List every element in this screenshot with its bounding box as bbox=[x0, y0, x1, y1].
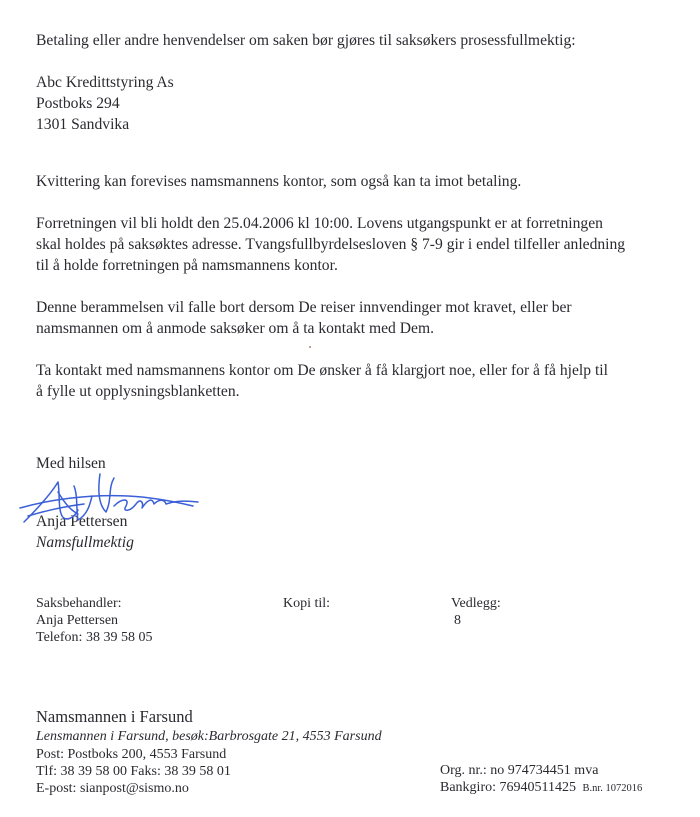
meeting-line: til å holde forretningen på namsmannens kontor. bbox=[36, 257, 338, 274]
phone-fax: Tlf: 38 39 58 00 Faks: 38 39 58 01 bbox=[36, 764, 231, 779]
creditor-city: 1301 Sandvika bbox=[36, 116, 130, 133]
receipt-paragraph bbox=[36, 171, 521, 192]
attachments-label: Vedlegg: bbox=[451, 596, 501, 611]
visit-address: Lensmannen i Farsund, besøk:Barbrosgate 21, 4553 Farsund bbox=[36, 729, 382, 744]
cancellation-paragraph bbox=[36, 297, 572, 339]
signatory-title: Namsfullmektig bbox=[36, 534, 134, 551]
creditor-postbox: Postboks 294 bbox=[36, 95, 120, 112]
handwritten-signature bbox=[18, 470, 213, 532]
copy-to-label: Kopi til: bbox=[283, 596, 331, 611]
bankgiro-number: Bankgiro: 76940511425 bbox=[440, 780, 576, 795]
meeting-line: Forretningen vil bli holdt den 25.04.2006 kl 10:00. Lovens utgangspunkt er at forretningen bbox=[36, 215, 603, 232]
bankgiro-line bbox=[440, 779, 642, 798]
contact-line: å fylle ut opplysningsblanketten. bbox=[36, 383, 240, 400]
cancellation-line: namsmannen om å anmode saksøker om å ta kontakt med Dem. bbox=[36, 320, 434, 337]
intro-paragraph bbox=[36, 30, 576, 51]
cancellation-line: Denne berammelsen vil falle bort dersom De reiser innvendinger mot kravet, eller ber bbox=[36, 299, 572, 316]
bank-number: B.nr. 1072016 bbox=[582, 783, 643, 794]
contact-line: Ta kontakt med namsmannens kontor om De ønsker å få klargjort noe, eller for å få hjelp til bbox=[36, 362, 608, 379]
signatory-name: Anja Pettersen bbox=[36, 513, 128, 530]
creditor-name: Abc Kredittstyring As bbox=[36, 74, 174, 91]
office-name: Namsmannen i Farsund bbox=[36, 707, 193, 726]
signature-stroke bbox=[24, 482, 78, 522]
meeting-line: skal holdes på saksøktes adresse. Tvangsfullbyrdelsesloven § 7-9 gir i endel tilfeller anledning bbox=[36, 236, 626, 253]
creditor-address bbox=[36, 72, 174, 135]
email-address: E-post: sianpost@sismo.no bbox=[36, 781, 189, 796]
receipt-text: Kvittering kan forevises namsmannens kontor, som også kan ta imot betaling. bbox=[36, 173, 522, 190]
org-number: Org. nr.: no 974734451 mva bbox=[440, 763, 599, 778]
signature-strokes bbox=[20, 474, 198, 522]
closing-greeting: Med hilsen bbox=[36, 455, 106, 472]
case-handler-phone: Telefon: 38 39 58 05 bbox=[36, 630, 153, 645]
case-handler-label: Saksbehandler: bbox=[36, 596, 122, 611]
signature-stroke bbox=[74, 486, 92, 520]
meeting-paragraph bbox=[36, 213, 625, 276]
case-handler-name: Anja Pettersen bbox=[36, 613, 119, 628]
attachments-count: 8 bbox=[454, 613, 461, 628]
intro-text: Betaling eller andre henvendelser om saken bør gjøres til saksøkers prosessfullmektig: bbox=[36, 32, 576, 49]
signature-stroke bbox=[114, 500, 198, 510]
contact-paragraph bbox=[36, 360, 608, 402]
scan-speck bbox=[309, 346, 311, 348]
signature-stroke bbox=[99, 474, 114, 512]
post-address: Post: Postboks 200, 4553 Farsund bbox=[36, 747, 227, 762]
